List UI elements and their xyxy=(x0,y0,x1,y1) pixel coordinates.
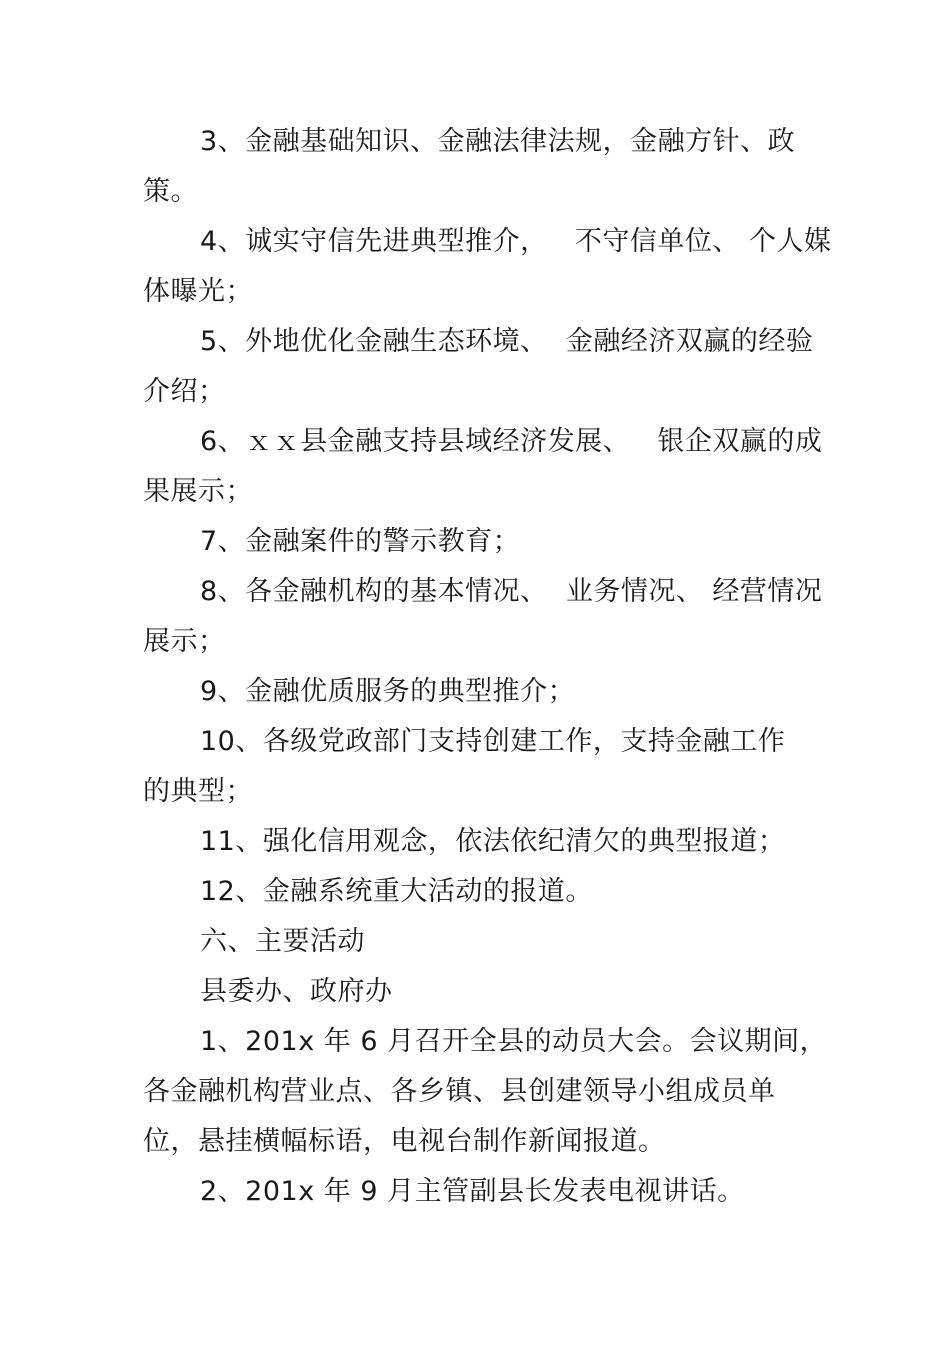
list-item-6-line-1: 6、ｘｘ县金融支持县域经济发展、 银企双赢的成 xyxy=(200,426,823,457)
list-item-5-line-1: 5、外地优化金融生态环境、 金融经济双赢的经验 xyxy=(200,326,814,357)
list-item-11: 11、强化信用观念，依法依纪清欠的典型报道； xyxy=(200,826,786,857)
activity-1-line-3: 位，悬挂横幅标语，电视台制作新闻报道。 xyxy=(143,1126,666,1157)
list-item-10-line-1: 10、各级党政部门支持创建工作，支持金融工作 xyxy=(200,726,786,757)
activity-2: 2、201x 年 9 月主管副县长发表电视讲话。 xyxy=(200,1176,745,1207)
activity-1-line-1: 1、201x 年 6 月召开全县的动员大会。会议期间， xyxy=(200,1026,828,1057)
list-item-3-line-1: 3、金融基础知识、金融法律法规，金融方针、政 xyxy=(200,126,796,157)
subsection-heading: 县委办、政府办 xyxy=(200,976,393,1007)
list-item-3-line-2: 策。 xyxy=(143,176,198,207)
list-item-9: 9、金融优质服务的典型推介； xyxy=(200,676,576,707)
activity-1-line-2: 各金融机构营业点、各乡镇、县创建领导小组成员单 xyxy=(143,1076,776,1107)
list-item-4-line-1: 4、诚实守信先进典型推介， 不守信单位、 个人媒 xyxy=(200,226,832,257)
list-item-12: 12、金融系统重大活动的报道。 xyxy=(200,876,593,907)
list-item-6-line-2: 果展示； xyxy=(143,476,253,507)
list-item-5-line-2: 介绍； xyxy=(143,376,226,407)
section-heading: 六、主要活动 xyxy=(200,926,365,957)
list-item-8-line-1: 8、各金融机构的基本情况、 业务情况、 经营情况 xyxy=(200,576,823,607)
list-item-4-line-2: 体曝光； xyxy=(143,276,253,307)
list-item-10-line-2: 的典型； xyxy=(143,776,253,807)
list-item-8-line-2: 展示； xyxy=(143,626,226,657)
list-item-7: 7、金融案件的警示教育； xyxy=(200,526,521,557)
